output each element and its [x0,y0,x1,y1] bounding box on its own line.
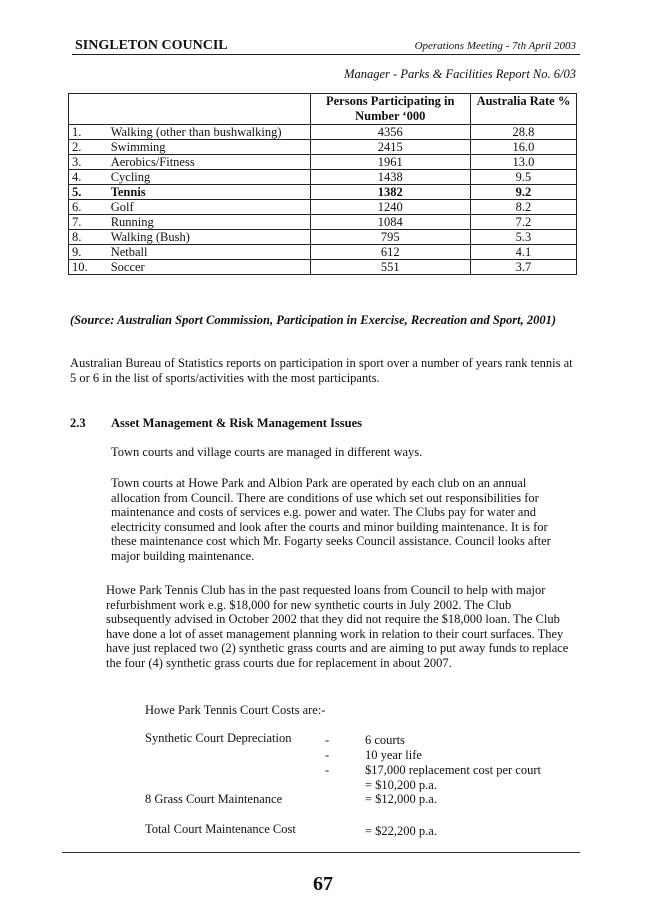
table-row [69,230,577,245]
row-rate: 16.0 [470,140,576,155]
row-participants: 612 [310,245,470,260]
table-row [69,260,577,275]
row-index: 8. [69,230,107,245]
section-title: Asset Management & Risk Management Issues [111,416,363,430]
header-participating: Persons Participating in Number ‘000 [310,94,470,125]
table-row [69,245,577,260]
total-value: = $22,200 p.a. [365,824,437,838]
header-rule [72,54,580,55]
row-activity: Running [107,215,310,230]
row-rate: 4.1 [470,245,576,260]
row-activity: Tennis [107,185,310,200]
participation-table [68,93,577,275]
synthetic-annual: = $10,200 p.a. [365,778,437,792]
table-row [69,140,577,155]
row-activity: Walking (other than bushwalking) [107,125,310,140]
header-rate: Australia Rate % [470,94,576,125]
table-header-row [69,94,577,125]
row-index: 10. [69,260,107,275]
row-index: 2. [69,140,107,155]
row-participants: 795 [310,230,470,245]
section-number: 2.3 [70,416,86,430]
report-title: Manager - Parks & Facilities Report No. 6/03 [344,67,576,81]
row-participants: 4356 [310,125,470,140]
meeting-title: Operations Meeting - 7th April 2003 [414,40,576,52]
table-row [69,125,577,140]
row-index: 4. [69,170,107,185]
row-index: 5. [69,185,107,200]
costs-title: Howe Park Tennis Court Costs are:- [145,703,326,717]
synthetic-label: Synthetic Court Depreciation [145,731,292,745]
row-activity: Swimming [107,140,310,155]
row-participants: 1438 [310,170,470,185]
row-rate: 7.2 [470,215,576,230]
source-citation: (Source: Australian Sport Commission, Participation in Exercise, Recreation and Sport, 2001) [70,313,557,327]
paragraph-abs: Australian Bureau of Statistics reports on participation in sport over a number of years rank tennis at 5 or 6 in the list of sports/activities with the most participants. [70,356,573,385]
row-activity: Golf [107,200,310,215]
table-row [69,215,577,230]
row-rate: 8.2 [470,200,576,215]
row-participants: 551 [310,260,470,275]
row-rate: 13.0 [470,155,576,170]
row-participants: 1240 [310,200,470,215]
header-blank [69,94,311,125]
synthetic-life: 10 year life [365,748,422,762]
table-row [69,155,577,170]
total-label: Total Court Maintenance Cost [145,822,296,836]
footer-rule [62,852,580,853]
row-activity: Cycling [107,170,310,185]
paragraph-howe-park: Howe Park Tennis Club has in the past requested loans from Council to help with major refurbishment work e.g. $18,000 for new synthetic courts in July 2002. The Club subsequently advised in October 2002 that they did not require the $18,000 loan. The Club have done a lot of asset management planning work in relation to their court surfaces. They have just replaced two (2) synthetic grass courts and are aiming to put away funds to replace the four (4) synthetic grass courts due for replacement in about 2007. [106,583,569,670]
row-participants: 1961 [310,155,470,170]
grass-value: = $12,000 p.a. [365,792,437,806]
paragraph-town-courts: Town courts at Howe Park and Albion Park are operated by each club on an annual allocation from Council. There are conditions of use which set out responsibilities for maintenance and costs of services e.g. power and water. The Clubs pay for water and electricity consumed and look after the courts and minor building maintenance. It is for these maintenance cost which Mr. Fogarty seeks Council assistance. Council looks after major building maintenance. [111,476,551,563]
dash-2: - [325,748,330,762]
table-row [69,170,577,185]
row-activity: Aerobics/Fitness [107,155,310,170]
page-number: 67 [313,873,333,895]
row-participants: 1382 [310,185,470,200]
row-activity: Walking (Bush) [107,230,310,245]
row-index: 7. [69,215,107,230]
row-index: 6. [69,200,107,215]
row-rate: 3.7 [470,260,576,275]
table-row [69,185,577,200]
row-index: 1. [69,125,107,140]
grass-label: 8 Grass Court Maintenance [145,792,283,806]
synthetic-replacement: $17,000 replacement cost per court [365,763,541,777]
synthetic-courts: 6 courts [365,733,405,747]
table-row [69,200,577,215]
row-rate: 9.2 [470,185,576,200]
row-participants: 2415 [310,140,470,155]
row-rate: 5.3 [470,230,576,245]
row-rate: 28.8 [470,125,576,140]
organization-name: SINGLETON COUNCIL [75,38,228,53]
row-activity: Soccer [107,260,310,275]
row-index: 9. [69,245,107,260]
row-index: 3. [69,155,107,170]
paragraph-courts: Town courts and village courts are managed in different ways. [111,445,423,459]
dash-1: - [325,733,330,747]
row-rate: 9.5 [470,170,576,185]
row-participants: 1084 [310,215,470,230]
row-activity: Netball [107,245,310,260]
dash-3: - [325,763,330,777]
